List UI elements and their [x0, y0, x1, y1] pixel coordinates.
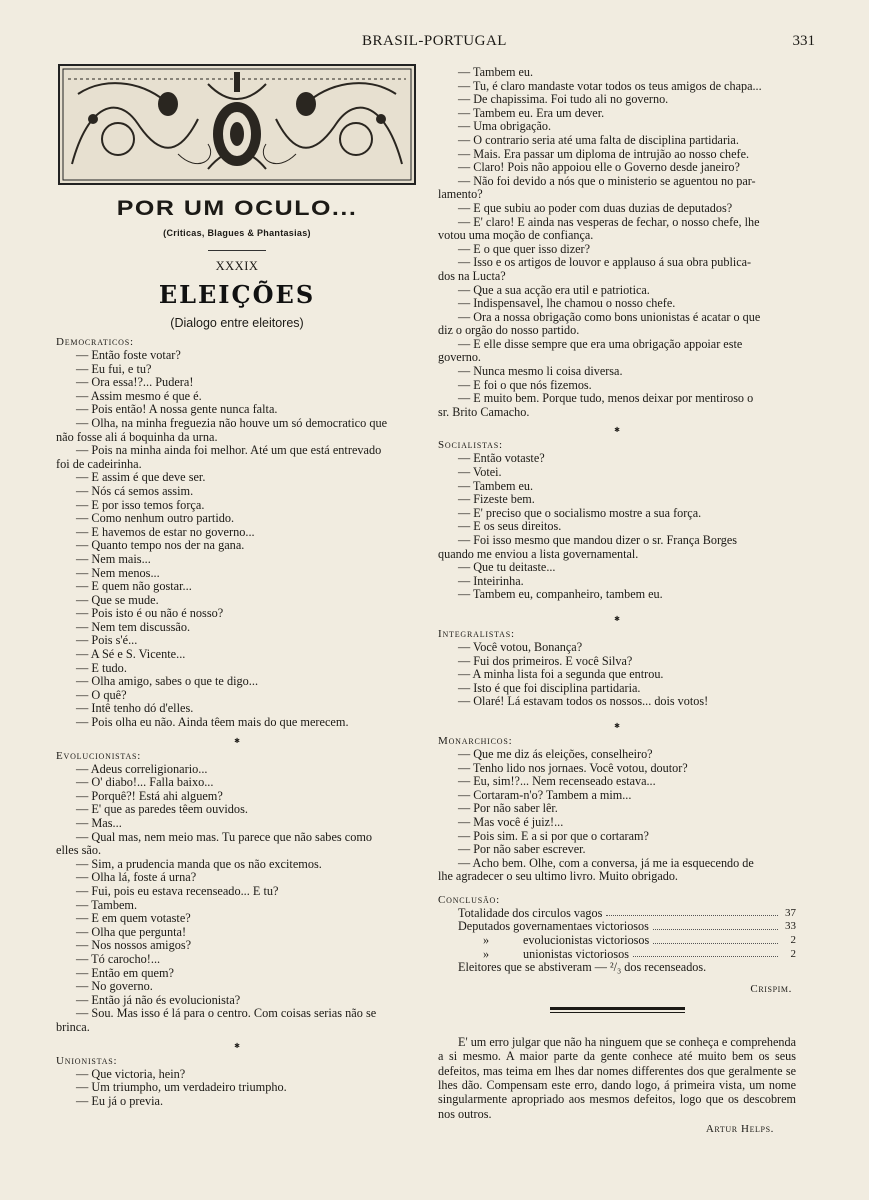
dialogue-line: — Então foste votar? [76, 349, 181, 362]
dialogue-line: — Qual mas, nem meio mas. Tu parece que não sabes como [76, 830, 373, 844]
dialogue-line: — E os seus direitos. [458, 520, 562, 534]
section-unionistas [56, 1055, 418, 1109]
dialogue-line: — Olha, na minha freguezia não houve um só democratico que [76, 416, 388, 430]
dialogue-line: brinca. [56, 1020, 90, 1034]
dialogue-line: — Votei. [458, 466, 502, 480]
dialogue-line: — Sim, a prudencia manda que os não excitemos. [76, 857, 322, 871]
dialogue-line: — Mas... [76, 817, 122, 830]
article-title: ELEIÇÕES [158, 280, 316, 309]
dialogue-line: — Fui, pois eu estava recenseado... E tu? [76, 884, 279, 898]
dialogue-line: sr. Brito Camacho. [438, 405, 530, 419]
feature-title: POR UM OCULO... [116, 196, 358, 220]
dialogue-line: — Tambem eu. [458, 479, 534, 493]
dialogue-line: — E em quem votaste? [76, 912, 191, 926]
dialogue-line: — Fizeste bem. [458, 493, 535, 507]
dialogue-line: — Como nenhum outro partido. [76, 512, 235, 526]
dialogue-line: — E tudo. [76, 661, 127, 675]
dialogue-line: — Indispensavel, lhe chamou o nosso chefe. [458, 297, 676, 311]
conclusion-label-text: Deputados governamentaes victoriosos [458, 919, 649, 934]
dialogue-line: — E' preciso que o socialismo mostre a sua força. [458, 506, 702, 520]
dialogue-line: — No governo. [76, 980, 153, 994]
dialogue-line: — E' claro! E ainda nas vesperas de fechar, o nosso chefe, lhe [458, 215, 760, 229]
section-heading: Monarchicos: [438, 734, 513, 747]
conclusion-label-text: unionistas victoriosos [523, 946, 629, 961]
dialogue-line: — Eu já o previa. [76, 1094, 164, 1108]
dialogue-line: — Que me diz ás eleições, conselheiro? [458, 747, 653, 761]
dialogue-line: — Inteirinha. [458, 574, 524, 588]
conclusion-row [438, 948, 796, 962]
conclusion-label [458, 907, 602, 921]
dialogue-line: — Tó carocho!... [76, 952, 161, 966]
dialogue-line: — Olha amigo, sabes o que te digo... [76, 675, 259, 689]
dialogue-line: — Que a sua acção era util e patriotica. [458, 283, 650, 297]
dialogue-line: governo. [438, 351, 481, 365]
leader-dots [606, 907, 778, 917]
conclusion-heading: Conclusão: [438, 893, 500, 906]
conclusion-value: 37 [785, 906, 796, 919]
section-democraticos [56, 336, 418, 730]
conclusion-row [438, 934, 796, 948]
dialogue-line: votou uma moção de confiança. [438, 229, 594, 243]
conclusion-label [458, 920, 649, 934]
leader-dots [653, 934, 778, 944]
dialogue-line: — Mais. Era passar um diploma de intrujão ao nosso chefe. [458, 147, 750, 161]
dialogue-line: — Nem menos... [76, 566, 160, 580]
dialogue-line: — Quanto tempo nos der na gana. [76, 539, 245, 553]
conclusion-value: 33 [785, 920, 796, 933]
section-integralistas [438, 628, 796, 709]
dialogue-line: — A minha lista foi a segunda que entrou. [458, 668, 664, 682]
dialogue-line: — Foi isso mesmo que mandou dizer o sr. França Borges [458, 534, 738, 547]
dialogue-line: — E quem não gostar... [76, 580, 192, 594]
dialogue-line: — O contrario seria até uma falta de disciplina partidaria. [458, 133, 739, 147]
signature: Crispim. [750, 982, 792, 995]
dialogue-line: — Por não saber lêr. [458, 802, 558, 816]
dialogue-line: — Cortaram-n'o? Tambem a mim... [458, 788, 632, 802]
dialogue-line: — Intê tenho dó d'elles. [76, 702, 194, 716]
running-header-title: BRASIL-PORTUGAL [362, 33, 507, 49]
section-socialistas [438, 439, 796, 602]
dialogue-line: — O' diabo!... Falla baixo... [76, 776, 214, 790]
dialogue-line: — Que se mude. [76, 593, 159, 607]
quote-block [438, 1035, 796, 1135]
conclusion-value: 2 [790, 947, 796, 960]
page-number: 331 [792, 33, 815, 49]
dialogue-line: — Pois olha eu não. Ainda têem mais do que merecem. [76, 716, 349, 730]
dialogue-line: — E por isso temos força. [76, 498, 205, 512]
dialogue-line: — Eu fui, e tu? [76, 362, 152, 376]
dialogue-line: — Tenho lido nos jornaes. Você votou, doutor? [458, 761, 688, 775]
section-heading: Democraticos: [56, 336, 134, 348]
section-evolucionistas [56, 750, 418, 1035]
dialogue-line: — Que victoria, hein? [76, 1067, 186, 1081]
dialogue-line: lamento? [438, 188, 483, 202]
left-column [56, 194, 418, 1108]
dialogue-line: — Isso e os artigos de louvor e applauso á sua obra publica- [458, 256, 752, 270]
dialogue-line: — Tambem eu, companheiro, tambem eu. [458, 588, 663, 602]
conclusion-label [458, 948, 629, 962]
dialogue-line: — Mas você é juiz!... [458, 815, 564, 829]
divider [208, 250, 266, 251]
dialogue-line: — Não foi devido a nós que o ministerio se aguentou no par- [458, 174, 756, 188]
installment-number: XXXIX [215, 259, 259, 273]
feature-subtitle: (Criticas, Blagues & Phantasias) [163, 228, 311, 238]
separator-asterisk: ✱ [614, 721, 620, 730]
conclusion-label [458, 934, 649, 948]
right-column [438, 66, 796, 1135]
dialogue-line: — Porquê?! Está ahi alguem? [76, 789, 223, 803]
section-heading: Integralistas: [438, 627, 515, 640]
dialogue-line: — Tambem eu. [458, 66, 534, 79]
dialogue-line: — Pois na minha ainda foi melhor. Até um que está entrevado [76, 444, 382, 458]
dialogue-line: — Nós cá semos assim. [76, 484, 194, 498]
dialogue-line: lhe agradecer o seu ultimo livro. Muito obrigado. [438, 870, 678, 884]
separator-asterisk: ✱ [614, 614, 620, 623]
separator-asterisk: ✱ [234, 1041, 240, 1050]
dialogue-line: — Isto é que foi disciplina partidaria. [458, 681, 641, 695]
conclusion-row [438, 920, 796, 934]
dialogue-line: elles são. [56, 844, 102, 858]
quote-author: Artur Helps. [705, 1123, 774, 1136]
dialogue-line: — Acho bem. Olhe, com a conversa, já me ia esquecendo de [458, 856, 754, 870]
dialogue-line: — A Sé e S. Vicente... [76, 648, 186, 662]
dialogue-line: dos na Lucta? [438, 269, 506, 283]
section-heading: Evolucionistas: [56, 749, 142, 762]
dialogue-line: — Assim mesmo é que é. [76, 389, 202, 403]
dialogue-line: diz o orgão do nosso partido. [438, 324, 580, 338]
leader-dots [653, 920, 778, 930]
dialogue-line: — Tambem eu. Era um dever. [458, 106, 605, 120]
dialogue-line: — E elle disse sempre que era uma obrigação appoiar este [458, 337, 743, 351]
conclusion-label-text: evolucionistas victoriosos [523, 933, 650, 948]
dialogue-line: — Tambem. [76, 898, 138, 912]
dialogue-line: — E muito bem. Porque tudo, menos deixar por mentiroso o [458, 392, 754, 406]
dialogue-line: — Claro! Pois não appoiou elle o Governo desde janeiro? [458, 161, 740, 175]
ditto-mark: » [483, 933, 490, 948]
separator-asterisk: ✱ [614, 426, 620, 435]
dialogue-line: — E assim é que deve ser. [76, 471, 206, 485]
dialogue-line: — E' que as paredes têem ouvidos. [76, 803, 248, 817]
dialogue-line: — Olha lá, foste á urna? [76, 871, 197, 885]
dialogue-line: foi de cadeirinha. [56, 457, 142, 471]
double-rule-divider [550, 1007, 685, 1013]
ditto-mark: » [483, 946, 490, 961]
dialogue-line: — Nunca mesmo li coisa diversa. [458, 365, 623, 379]
dialogue-line: — Então já não és evolucionista? [76, 993, 241, 1007]
dialogue-line: — Olaré! Lá estavam todos os nossos... dois votos! [458, 695, 709, 709]
dialogue-line: — O quê? [76, 688, 127, 702]
dialogue-line: — Então em quem? [76, 966, 175, 980]
section-heading: Unionistas: [56, 1054, 118, 1067]
dialogue-line: — Eu, sim!?... Nem recenseado estava... [458, 775, 656, 789]
dialogue-line: — Então votaste? [458, 452, 545, 466]
dialogue-line: — Que tu deitaste... [458, 561, 556, 575]
dialogue-line: — Sou. Mas isso é lá para o centro. Com coisas serias não se [76, 1007, 377, 1021]
article-subtitle: (Dialogo entre eleitores) [170, 316, 304, 330]
dialogue-line: — Tu, é claro mandaste votar todos os teus amigos de chapa... [458, 79, 762, 93]
section-heading: Socialistas: [438, 439, 503, 452]
section-unionistas-cont [438, 66, 796, 419]
conclusion-last-line: Eleitores que se abstiveram — ²/₃ dos recenseados. [458, 960, 707, 975]
dialogue-line: — Olha que pergunta! [76, 925, 187, 939]
dialogue-line: — Por não saber escrever. [458, 843, 586, 857]
dialogue-line: — Um triumpho, um verdadeiro triumpho. [76, 1081, 287, 1095]
dialogue-line: — Pois sim. E a si por que o cortaram? [458, 829, 649, 843]
dialogue-line: — Nos nossos amigos? [76, 939, 192, 953]
decorative-engraving-icon [58, 64, 416, 185]
dialogue-line: — Você votou, Bonança? [458, 640, 583, 654]
dialogue-line: — E foi o que nós fizemos. [458, 378, 592, 392]
dialogue-line: — Ora a nossa obrigação como bons unionistas é acatar o que [458, 310, 761, 324]
dialogue-line: — Uma obrigação. [458, 120, 552, 134]
conclusion-row [438, 907, 796, 921]
separator-asterisk: ✱ [234, 736, 240, 745]
quote-text: E' um erro julgar que não ha ninguem que se conheça e comprehenda a si mesmo. A maior parte da gente conhece até muito bem os seus defeitos, mas teima em lhes dar nomes differentes dos que geralmente se lhes dão. Compensam este erro, dando logo, á primeira vista, um nome singularmente apropriado aos mesmos defeitos, logo que os descobrem nos outros. [438, 1034, 796, 1121]
dialogue-line: — Adeus correligionario... [76, 762, 208, 776]
dialogue-line: — Nem mais... [76, 552, 151, 566]
conclusion-table [438, 907, 796, 961]
conclusion-label-text: Totalidade dos circulos vagos [458, 905, 603, 920]
dialogue-line: — Ora essa!?... Pudera! [76, 376, 194, 390]
dialogue-line: — E o que quer isso dizer? [458, 242, 590, 256]
dialogue-line: quando me enviou a lista governamental. [438, 547, 639, 561]
dialogue-line: — Pois s'é... [76, 634, 138, 648]
dialogue-line: — De chapissima. Foi tudo ali no governo. [458, 93, 669, 107]
section-monarchicos [438, 735, 796, 884]
dialogue-line: — Pois então! A nossa gente nunca falta. [76, 403, 278, 417]
dialogue-line: não fosse ali á boquinha da urna. [56, 430, 218, 444]
dialogue-line: — E que subiu ao poder com duas duzias de deputados? [458, 201, 733, 215]
dialogue-line: — Fui dos primeiros. E você Silva? [458, 654, 633, 668]
dialogue-line: — Nem tem discussão. [76, 620, 191, 634]
conclusion-value: 2 [790, 934, 796, 947]
dialogue-line: — E havemos de estar no governo... [76, 525, 255, 539]
leader-dots [633, 948, 778, 958]
dialogue-line: — Pois isto é ou não é nosso? [76, 607, 224, 621]
